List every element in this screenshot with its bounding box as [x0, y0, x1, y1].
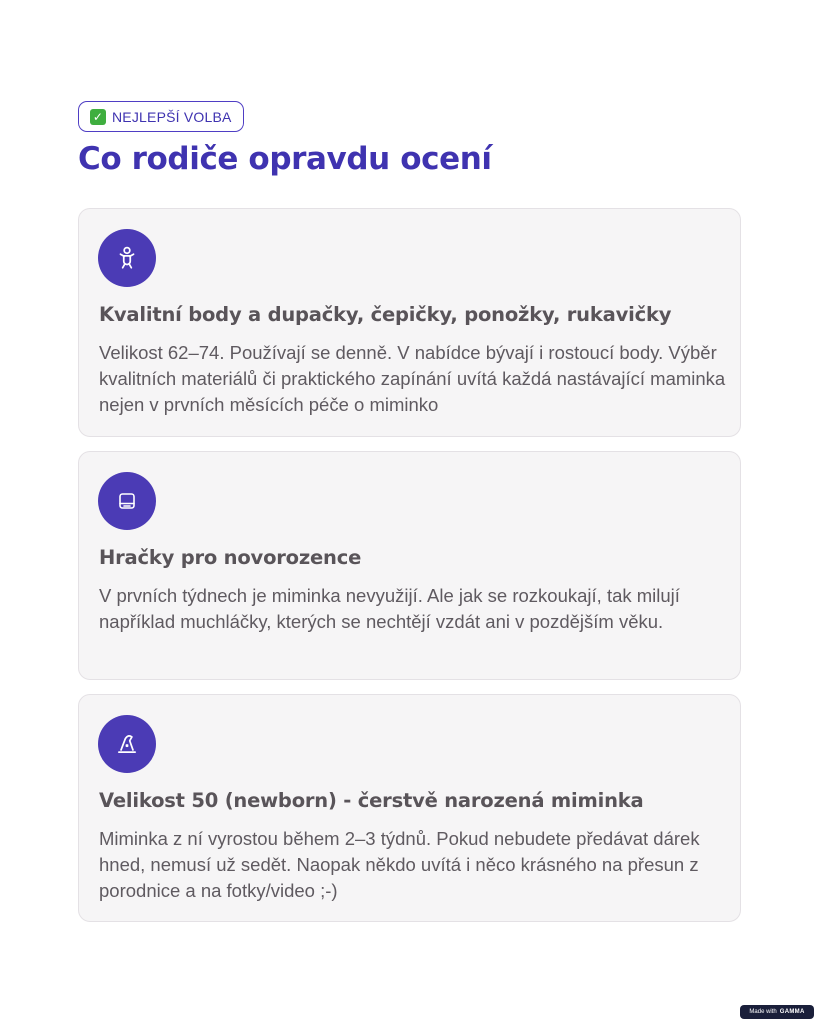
best-choice-badge [78, 101, 244, 132]
page-title: Co rodiče opravdu ocení [78, 141, 492, 177]
card-heading: Velikost 50 (newborn) - čerstvě narozená miminka [99, 789, 644, 812]
card-heading: Kvalitní body a dupačky, čepičky, ponožky, rukavičky [99, 303, 672, 326]
card-text: Miminka z ní vyrostou během 2–3 týdnů. Pokud nebudete předávat dárek hned, nemusí už sedět. Naopak někdo uvítá i něco krásného na přesun z porodnice a na fotky/video ;-) [99, 828, 700, 901]
feature-card-newborn-size [78, 694, 741, 922]
wizard-hat-icon [98, 715, 156, 773]
card-text: V prvních týdnech je miminka nevyužijí. Ale jak se rozkoukají, tak milují například muchláčky, kterých se nechtějí vzdát ani v pozdějším věku. [99, 585, 680, 632]
baby-icon [98, 229, 156, 287]
feature-card-clothing [78, 208, 741, 437]
book-icon [98, 472, 156, 530]
badge-label: NEJLEPŠÍ VOLBA [112, 108, 232, 125]
feature-card-toys [78, 451, 741, 680]
made-with-gamma-badge[interactable] [740, 1005, 814, 1019]
made-with-label: Made with [749, 1009, 777, 1015]
gamma-logo: GAMMA [779, 1009, 805, 1015]
check-icon: ✓ [90, 109, 106, 125]
card-text: Velikost 62–74. Používají se denně. V nabídce bývají i rostoucí body. Výběr kvalitních materiálů či praktického zapínání uvítá každá nastávající maminka nejen v prvních měsících péče o miminko [99, 342, 726, 415]
card-heading: Hračky pro novorozence [99, 546, 362, 569]
